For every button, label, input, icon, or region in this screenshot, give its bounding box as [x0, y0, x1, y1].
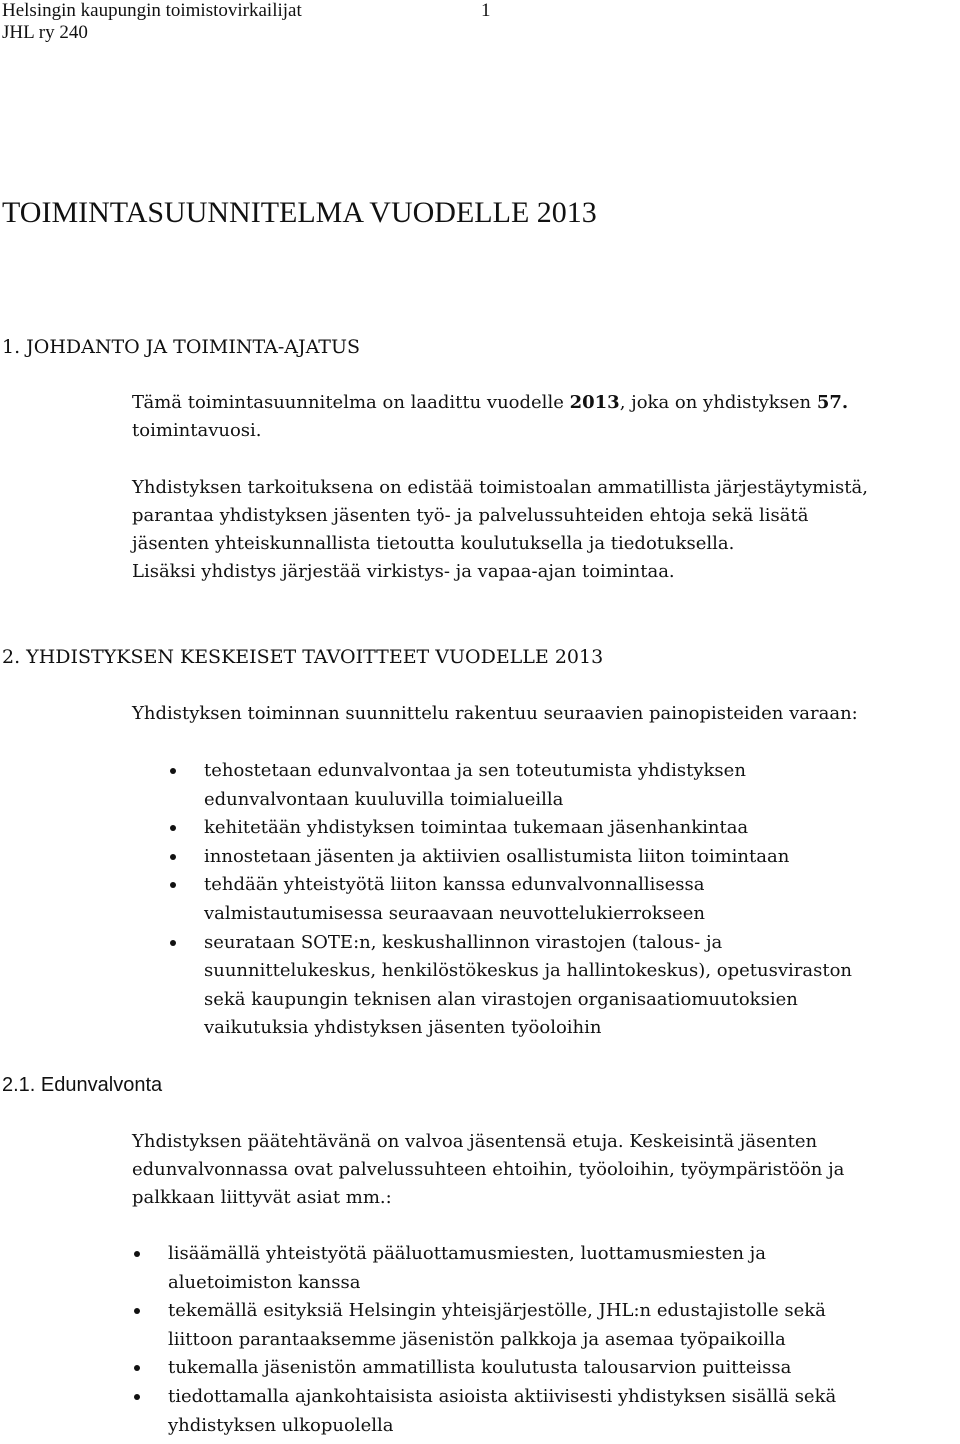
section-1-purpose [132, 474, 958, 586]
bullet-icon [170, 768, 176, 774]
intro-line: Yhdistyksen päätehtävänä on valvoa jäsentensä etuja. Keskeisintä jäsenten [132, 1131, 818, 1152]
goals-list [0, 757, 852, 1043]
header-org-name: Helsingin kaupungin toimistovirkailijat [2, 0, 302, 21]
intro-line: palkkaan liittyvät asiat mm.: [132, 1187, 392, 1208]
list-item: lisäämällä yhteistyötä pääluottamusmiesten, luottamusmiesten ja aluetoimiston kanssa [0, 1240, 836, 1297]
section-1-intro-line-1: Tämä toimintasuunnitelma on laadittu vuodelle 2013, joka on yhdistyksen 57. [132, 392, 849, 413]
intro-line: edunvalvonnassa ovat palvelussuhteen ehtoihin, työoloihin, työympäristöön ja [132, 1159, 845, 1180]
list-item: tiedottamalla ajankohtaisista asioista aktiivisesti yhdistyksen sisällä sekä yhdistyksen ulkopuolella [0, 1383, 836, 1440]
ordinal-value: 57. [816, 392, 849, 413]
purpose-line: parantaa yhdistyksen jäsenten työ- ja palvelussuhteiden ehtoja sekä lisätä [132, 505, 809, 526]
section-1-intro [132, 389, 958, 445]
list-item: tehostetaan edunvalvontaa ja sen toteutumista yhdistyksen edunvalvontaan kuuluvilla toimialueilla [0, 757, 852, 814]
means-list [0, 1240, 836, 1440]
purpose-line: jäsenten yhteiskunnallista tietoutta koulutuksella ja tiedotuksella. [132, 533, 735, 554]
page-number: 1 [481, 0, 491, 21]
purpose-line: Lisäksi yhdistys järjestää virkistys- ja vapaa-ajan toimintaa. [132, 561, 675, 582]
header-org-unit: JHL ry 240 [2, 22, 88, 43]
section-2-1-heading: 2.1. Edunvalvonta [2, 1074, 163, 1096]
bullet-icon [170, 940, 176, 946]
list-item: tukemalla jäsenistön ammatillista koulutusta talousarvion puitteissa [0, 1354, 836, 1383]
list-item: innostetaan jäsenten ja aktiivien osallistumista liiton toimintaan [0, 843, 852, 872]
purpose-line: Yhdistyksen tarkoituksena on edistää toimistoalan ammatillista järjestäytymistä, [132, 477, 868, 498]
bullet-icon [134, 1394, 140, 1400]
list-item: seurataan SOTE:n, keskushallinnon virastojen (talous- ja suunnittelukeskus, henkilöstökeskus ja hallintokeskus), opetusviraston sekä kaupungin teknisen alan virastojen organisaatiomuutoksien vaikutuksia yhdistyksen jäsenten työoloihin [0, 929, 852, 1043]
bullet-icon [170, 882, 176, 888]
section-1-heading: 1. JOHDANTO JA TOIMINTA-AJATUS [2, 336, 361, 358]
section-2-heading: 2. YHDISTYKSEN KESKEISET TAVOITTEET VUODELLE 2013 [2, 646, 604, 668]
section-2-1-intro [132, 1128, 958, 1212]
document-title: TOIMINTASUUNNITELMA VUODELLE 2013 [2, 196, 597, 229]
section-1-intro-line-2: toimintavuosi. [132, 420, 262, 441]
list-item: kehitetään yhdistyksen toimintaa tukemaan jäsenhankintaa [0, 814, 852, 843]
bullet-icon [134, 1308, 140, 1314]
bullet-icon [134, 1365, 140, 1371]
year-value: 2013 [569, 392, 620, 413]
bullet-icon [170, 854, 176, 860]
list-item: tekemällä esityksiä Helsingin yhteisjärjestölle, JHL:n edustajistolle sekä liittoon parantaaksemme jäsenistön palkkoja ja asemaa työpaikoilla [0, 1297, 836, 1354]
bullet-icon [134, 1251, 140, 1257]
list-item: tehdään yhteistyötä liiton kanssa edunvalvonnallisessa valmistautumisessa seuraavaan neuvottelukierrokseen [0, 871, 852, 928]
section-2-intro: Yhdistyksen toiminnan suunnittelu rakentuu seuraavien painopisteiden varaan: [132, 703, 858, 724]
bullet-icon [170, 825, 176, 831]
